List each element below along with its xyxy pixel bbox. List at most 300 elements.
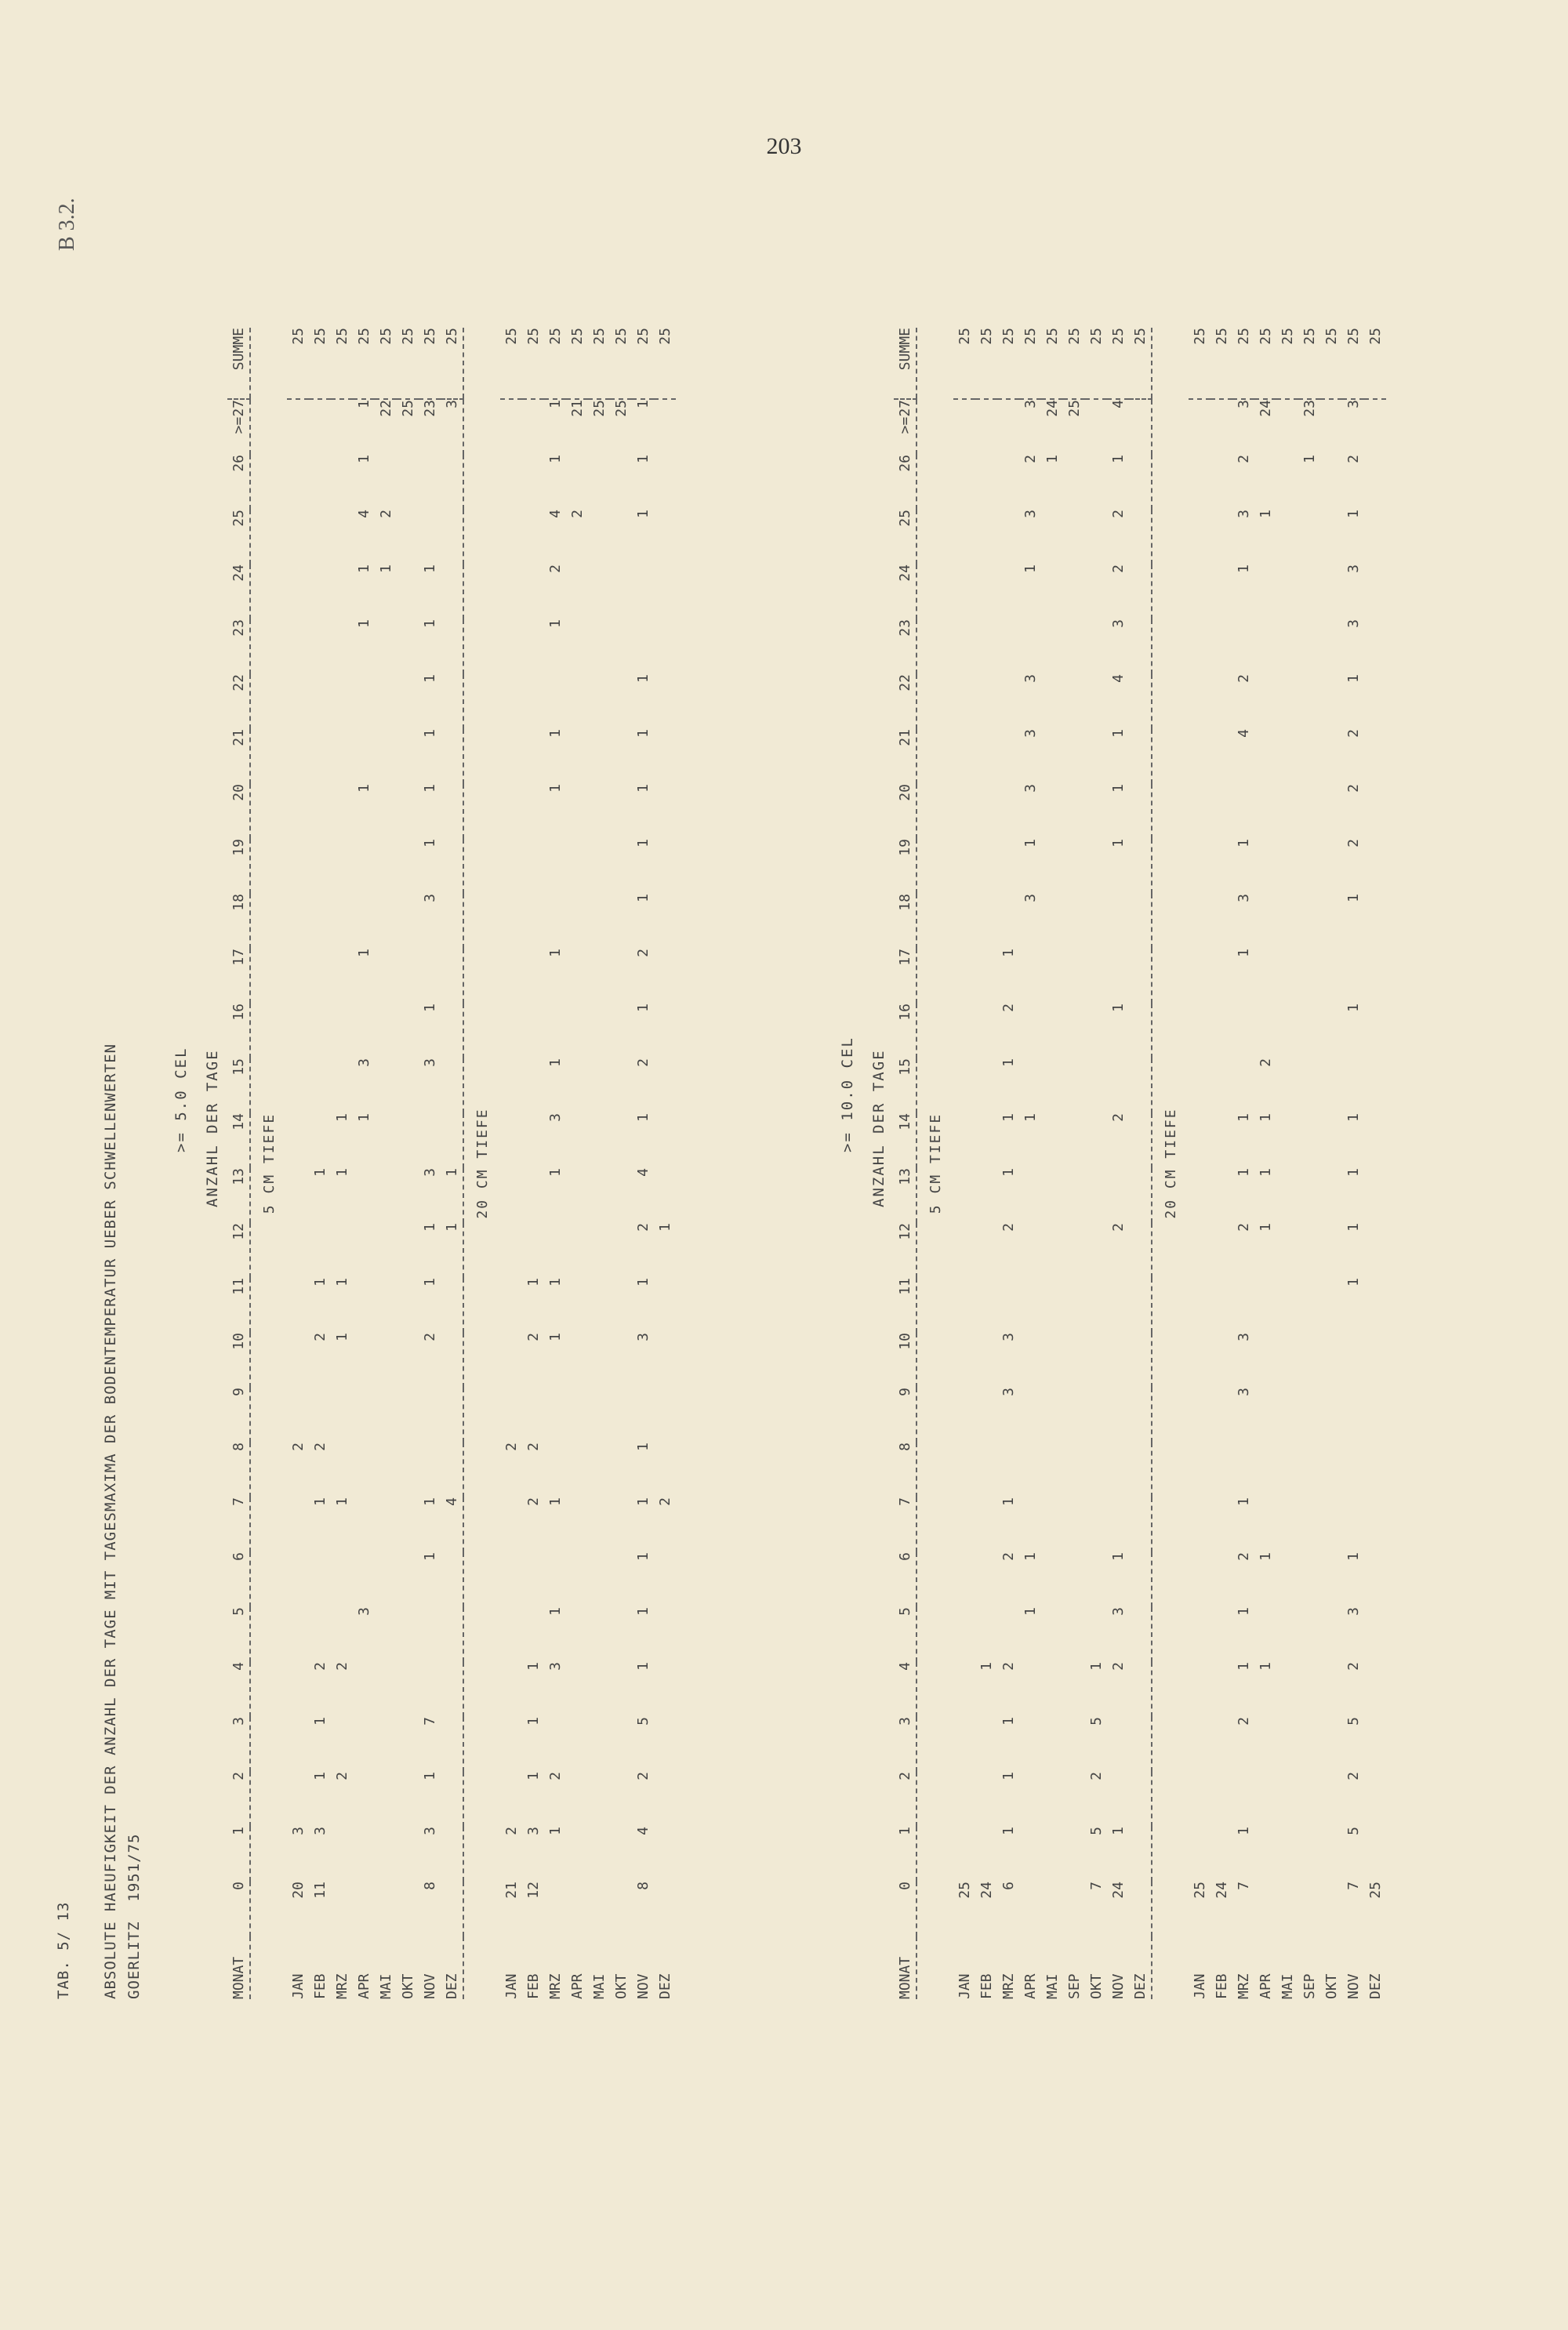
count-cell <box>654 674 676 729</box>
count-cell <box>522 674 544 729</box>
count-cell <box>1342 949 1364 1003</box>
count-cell <box>1189 1552 1210 1607</box>
count-cell <box>287 1223 309 1278</box>
count-cell: 2 <box>1345 1772 1362 1780</box>
count-cell <box>397 1717 419 1772</box>
count-cell: 1 <box>355 1113 372 1122</box>
month-cell: DEZ <box>443 1973 460 1999</box>
count-cell <box>1210 729 1232 784</box>
column-header: 8 <box>896 1443 913 1451</box>
count-cell <box>1129 1882 1152 1936</box>
count-cell: 1 <box>1022 839 1039 847</box>
count-cell <box>500 455 522 510</box>
count-cell: 23 <box>1301 400 1318 417</box>
count-cell: 3 <box>1345 564 1362 573</box>
count-cell <box>1320 1333 1342 1388</box>
count-cell: 2 <box>634 1058 652 1067</box>
count-cell <box>309 1223 331 1278</box>
count-cell <box>997 455 1019 510</box>
count-cell <box>1298 1827 1320 1882</box>
count-cell <box>953 564 975 619</box>
count-cell <box>1085 1168 1107 1223</box>
count-cell <box>1276 399 1298 455</box>
count-cell: 1 <box>421 1003 438 1012</box>
count-cell <box>588 894 610 949</box>
count-cell: 1 <box>1000 949 1017 957</box>
count-cell: 1 <box>1257 1552 1274 1561</box>
count-cell <box>1320 1003 1342 1058</box>
count-cell <box>610 674 632 729</box>
count-cell: 1 <box>634 784 652 793</box>
count-cell <box>588 1003 610 1058</box>
count-cell: 1 <box>1044 455 1061 463</box>
count-cell: 1 <box>1235 949 1252 957</box>
count-cell <box>1364 1168 1386 1223</box>
count-cell <box>1019 619 1041 674</box>
count-cell <box>522 455 544 510</box>
count-cell <box>397 1113 419 1168</box>
count-cell <box>1019 1662 1041 1717</box>
column-header: 0 <box>896 1882 913 1890</box>
count-cell <box>1129 1003 1152 1058</box>
count-cell <box>1129 1058 1152 1113</box>
count-cell <box>1189 674 1210 729</box>
count-cell <box>375 1278 397 1333</box>
column-header: 4 <box>230 1662 247 1671</box>
count-cell: 1 <box>355 784 372 793</box>
count-cell <box>1254 1443 1276 1497</box>
count-cell: 1 <box>421 1223 438 1232</box>
count-cell <box>1129 1113 1152 1168</box>
count-cell <box>1320 729 1342 784</box>
depth-label: 5 CM TIEFE <box>927 1112 944 1214</box>
count-cell <box>610 1333 632 1388</box>
count-cell <box>566 949 588 1003</box>
count-cell: 1 <box>634 1443 652 1451</box>
month-cell: NOV <box>1345 1973 1362 1999</box>
count-cell <box>1063 1882 1085 1936</box>
count-cell <box>1085 1552 1107 1607</box>
count-cell <box>1232 1003 1254 1058</box>
count-cell <box>287 784 309 839</box>
count-cell <box>953 1497 975 1552</box>
count-cell <box>1063 1333 1085 1388</box>
count-cell <box>1210 1662 1232 1717</box>
count-cell <box>1364 1388 1386 1443</box>
count-cell: 1 <box>1235 1662 1252 1671</box>
count-cell: 2 <box>1087 1772 1105 1780</box>
count-cell: 1 <box>421 1278 438 1287</box>
count-cell: 5 <box>1345 1827 1362 1835</box>
table-row <box>500 328 522 1999</box>
count-cell <box>1320 1497 1342 1552</box>
count-cell <box>610 784 632 839</box>
count-cell: 1 <box>1345 674 1362 683</box>
month-cell: MAI <box>590 1973 608 1999</box>
count-cell: 1 <box>656 1223 673 1232</box>
count-cell <box>1063 1552 1085 1607</box>
table-row <box>1254 328 1276 1999</box>
count-cell <box>1129 1607 1152 1662</box>
count-cell <box>287 1278 309 1333</box>
count-cell <box>353 1717 375 1772</box>
count-cell: 3 <box>421 1827 438 1835</box>
count-cell <box>1189 1772 1210 1827</box>
count-cell: 1 <box>1022 1552 1039 1561</box>
count-cell <box>654 1772 676 1827</box>
sum-cell: 25 <box>654 328 676 399</box>
count-cell <box>331 1717 353 1772</box>
count-cell <box>500 619 522 674</box>
count-cell <box>1063 729 1085 784</box>
count-cell <box>566 1058 588 1113</box>
count-cell <box>1041 674 1063 729</box>
count-cell <box>1364 455 1386 510</box>
count-cell <box>975 1113 997 1168</box>
count-cell <box>1063 784 1085 839</box>
count-cell <box>1254 1882 1276 1936</box>
count-cell <box>654 619 676 674</box>
count-cell <box>953 1607 975 1662</box>
count-cell <box>1210 1772 1232 1827</box>
count-cell: 1 <box>1257 510 1274 518</box>
count-cell: 3 <box>546 1113 564 1122</box>
count-cell <box>331 729 353 784</box>
count-cell <box>1320 1278 1342 1333</box>
column-header: >=27 <box>230 400 247 434</box>
count-cell <box>1298 729 1320 784</box>
column-header: 17 <box>896 949 913 966</box>
count-cell: 1 <box>311 1278 328 1287</box>
count-cell <box>500 729 522 784</box>
count-cell <box>953 399 975 455</box>
count-cell <box>1107 1717 1129 1772</box>
count-cell: 3 <box>1345 1607 1362 1616</box>
count-cell <box>975 399 997 455</box>
count-cell <box>654 1443 676 1497</box>
column-header: 2 <box>230 1772 247 1780</box>
count-cell <box>654 1607 676 1662</box>
count-cell: 2 <box>503 1827 520 1835</box>
count-cell <box>544 674 566 729</box>
column-header: 8 <box>230 1443 247 1451</box>
count-cell <box>353 1223 375 1278</box>
count-cell <box>1189 1443 1210 1497</box>
count-cell: 8 <box>634 1882 652 1890</box>
sum-cell: 25 <box>331 328 353 399</box>
count-cell <box>610 564 632 619</box>
count-cell <box>566 619 588 674</box>
count-cell <box>953 1278 975 1333</box>
column-header: 11 <box>896 1278 913 1295</box>
count-cell: 1 <box>1235 564 1252 573</box>
count-cell <box>287 894 309 949</box>
count-cell <box>441 564 463 619</box>
count-cell <box>1210 894 1232 949</box>
count-cell <box>1189 1388 1210 1443</box>
count-cell <box>975 894 997 949</box>
count-cell <box>1041 1607 1063 1662</box>
count-cell: 1 <box>546 784 564 793</box>
count-cell: 1 <box>443 1168 460 1177</box>
count-cell <box>309 674 331 729</box>
count-cell <box>1085 1058 1107 1113</box>
count-cell <box>1189 1662 1210 1717</box>
count-cell <box>1254 1497 1276 1552</box>
count-cell <box>1320 455 1342 510</box>
count-cell: 1 <box>421 1497 438 1506</box>
count-cell <box>522 894 544 949</box>
count-cell <box>1085 1003 1107 1058</box>
count-cell <box>375 1333 397 1388</box>
count-cell <box>975 564 997 619</box>
count-cell <box>287 510 309 564</box>
sum-cell: 25 <box>975 328 997 399</box>
count-cell <box>522 564 544 619</box>
count-cell <box>397 1827 419 1882</box>
count-cell <box>1254 1607 1276 1662</box>
count-cell: 3 <box>421 1058 438 1067</box>
count-cell: 1 <box>1235 839 1252 847</box>
count-cell <box>566 1278 588 1333</box>
count-cell <box>1276 729 1298 784</box>
count-cell <box>1254 1388 1276 1443</box>
month-cell: MRZ <box>546 1973 564 1999</box>
count-cell <box>953 729 975 784</box>
column-header: 1 <box>896 1827 913 1835</box>
count-cell <box>1210 455 1232 510</box>
count-cell <box>441 1388 463 1443</box>
column-header: 7 <box>896 1497 913 1506</box>
count-cell <box>1085 1443 1107 1497</box>
count-cell <box>1276 1443 1298 1497</box>
sum-cell: 25 <box>1019 328 1041 399</box>
count-cell: 1 <box>333 1278 350 1287</box>
count-cell <box>997 674 1019 729</box>
count-cell: 7 <box>1087 1882 1105 1890</box>
count-cell <box>610 1443 632 1497</box>
count-cell <box>566 1003 588 1058</box>
count-cell <box>397 455 419 510</box>
count-cell: 3 <box>421 894 438 902</box>
count-cell: 1 <box>546 729 564 738</box>
count-cell <box>997 1443 1019 1497</box>
count-cell: 24 <box>1257 400 1274 417</box>
count-cell <box>1189 619 1210 674</box>
count-cell <box>1210 1113 1232 1168</box>
count-cell: 2 <box>1109 1662 1127 1671</box>
count-cell <box>610 1168 632 1223</box>
table-row <box>287 328 309 1999</box>
count-cell <box>419 510 441 564</box>
count-cell <box>610 1552 632 1607</box>
column-header: 4 <box>896 1662 913 1671</box>
count-cell: 1 <box>634 1607 652 1616</box>
count-cell: 25 <box>956 1882 973 1899</box>
count-cell <box>375 619 397 674</box>
count-cell <box>500 949 522 1003</box>
sum-cell: 25 <box>1129 328 1152 399</box>
count-cell <box>1210 1717 1232 1772</box>
column-header: 24 <box>896 564 913 582</box>
month-cell: MRZ <box>333 1973 350 1999</box>
count-cell <box>331 1443 353 1497</box>
count-cell: 1 <box>311 1168 328 1177</box>
count-header-label: ANZAHL DER TAGE <box>870 1049 887 1207</box>
count-cell <box>1019 1443 1041 1497</box>
count-cell <box>953 510 975 564</box>
count-cell <box>953 1003 975 1058</box>
count-cell <box>588 1497 610 1552</box>
count-cell: 1 <box>1087 1662 1105 1671</box>
count-cell <box>353 1168 375 1223</box>
count-cell <box>1019 1882 1041 1936</box>
count-cell <box>522 399 544 455</box>
count-cell: 1 <box>355 400 372 408</box>
count-cell <box>1364 564 1386 619</box>
column-header: 19 <box>896 839 913 856</box>
count-cell <box>1019 1168 1041 1223</box>
count-cell <box>353 674 375 729</box>
count-cell: 4 <box>1109 674 1127 683</box>
count-cell: 2 <box>421 1333 438 1341</box>
count-cell <box>1364 1003 1386 1058</box>
count-cell <box>1320 1058 1342 1113</box>
count-cell <box>953 1552 975 1607</box>
count-cell <box>610 1497 632 1552</box>
count-cell <box>654 510 676 564</box>
count-cell <box>1298 839 1320 894</box>
count-cell <box>1298 894 1320 949</box>
count-cell: 4 <box>355 510 372 518</box>
month-cell: APR <box>1022 1973 1039 1999</box>
count-cell <box>566 1607 588 1662</box>
count-cell <box>1342 1443 1364 1497</box>
count-cell <box>1129 1662 1152 1717</box>
count-cell <box>353 1552 375 1607</box>
count-cell <box>500 784 522 839</box>
count-cell <box>1276 1223 1298 1278</box>
sum-cell: 25 <box>1210 328 1232 399</box>
count-cell: 2 <box>1345 1662 1362 1671</box>
count-cell <box>1298 1388 1320 1443</box>
count-cell <box>1129 894 1152 949</box>
count-cell <box>500 1058 522 1113</box>
count-cell: 1 <box>634 894 652 902</box>
count-cell: 1 <box>1235 1497 1252 1506</box>
count-cell <box>1107 1278 1129 1333</box>
table-row <box>1041 328 1063 1999</box>
count-cell <box>1129 1497 1152 1552</box>
count-cell: 2 <box>1235 455 1252 463</box>
column-header: 16 <box>896 1003 913 1021</box>
count-cell <box>309 619 331 674</box>
count-cell <box>975 619 997 674</box>
count-cell <box>441 510 463 564</box>
count-cell <box>588 455 610 510</box>
count-cell <box>309 949 331 1003</box>
sum-header: SUMME <box>227 328 250 399</box>
count-cell: 4 <box>1109 400 1127 408</box>
count-cell <box>1063 1443 1085 1497</box>
count-cell <box>397 1552 419 1607</box>
column-header: 26 <box>230 455 247 472</box>
count-cell <box>1189 1113 1210 1168</box>
count-cell <box>522 949 544 1003</box>
month-cell: OKT <box>612 1973 630 1999</box>
count-cell <box>1041 1333 1063 1388</box>
count-cell <box>1210 1497 1232 1552</box>
count-cell <box>1019 949 1041 1003</box>
count-cell: 1 <box>634 1662 652 1671</box>
column-header: 22 <box>230 674 247 691</box>
count-cell <box>522 1168 544 1223</box>
count-cell <box>975 729 997 784</box>
column-header: 20 <box>896 784 913 801</box>
count-cell <box>953 1058 975 1113</box>
count-cell: 2 <box>1345 729 1362 738</box>
count-cell <box>441 1003 463 1058</box>
count-cell: 3 <box>1235 1388 1252 1396</box>
count-cell <box>287 1388 309 1443</box>
column-header: 9 <box>230 1388 247 1396</box>
count-cell <box>1254 1003 1276 1058</box>
count-cell <box>1364 949 1386 1003</box>
count-cell: 1 <box>1345 1003 1362 1012</box>
column-header: 13 <box>896 1168 913 1185</box>
count-cell: 2 <box>1235 1717 1252 1726</box>
count-cell <box>397 1388 419 1443</box>
count-cell <box>1189 839 1210 894</box>
count-cell <box>441 1662 463 1717</box>
count-cell <box>588 510 610 564</box>
count-cell: 1 <box>1301 455 1318 463</box>
count-cell <box>419 1388 441 1443</box>
count-cell: 1 <box>1257 1113 1274 1122</box>
count-cell <box>1320 1717 1342 1772</box>
count-cell: 2 <box>1000 1003 1017 1012</box>
count-cell <box>1107 1168 1129 1223</box>
count-cell: 1 <box>1000 1772 1017 1780</box>
count-cell: 2 <box>1235 1223 1252 1232</box>
count-cell: 2 <box>1000 1223 1017 1232</box>
count-cell <box>397 1223 419 1278</box>
count-cell <box>375 1223 397 1278</box>
month-cell: JAN <box>956 1973 973 1999</box>
frequency-table <box>894 328 1386 1999</box>
sum-cell: 25 <box>309 328 331 399</box>
count-cell <box>1189 510 1210 564</box>
station-period: GOERLITZ 1951/75 <box>125 1833 143 1999</box>
count-cell <box>1085 839 1107 894</box>
count-cell <box>522 1058 544 1113</box>
count-cell <box>1063 564 1085 619</box>
table-row <box>441 328 463 1999</box>
count-cell <box>588 1058 610 1113</box>
count-cell <box>1041 1552 1063 1607</box>
count-cell: 3 <box>1235 400 1252 408</box>
count-cell: 2 <box>546 1772 564 1780</box>
count-cell <box>953 1113 975 1168</box>
count-cell <box>1041 729 1063 784</box>
count-cell: 2 <box>503 1443 520 1451</box>
count-cell <box>353 1497 375 1552</box>
count-cell <box>522 1607 544 1662</box>
count-cell <box>1129 619 1152 674</box>
count-cell <box>1210 564 1232 619</box>
count-cell <box>309 564 331 619</box>
count-cell <box>397 1662 419 1717</box>
